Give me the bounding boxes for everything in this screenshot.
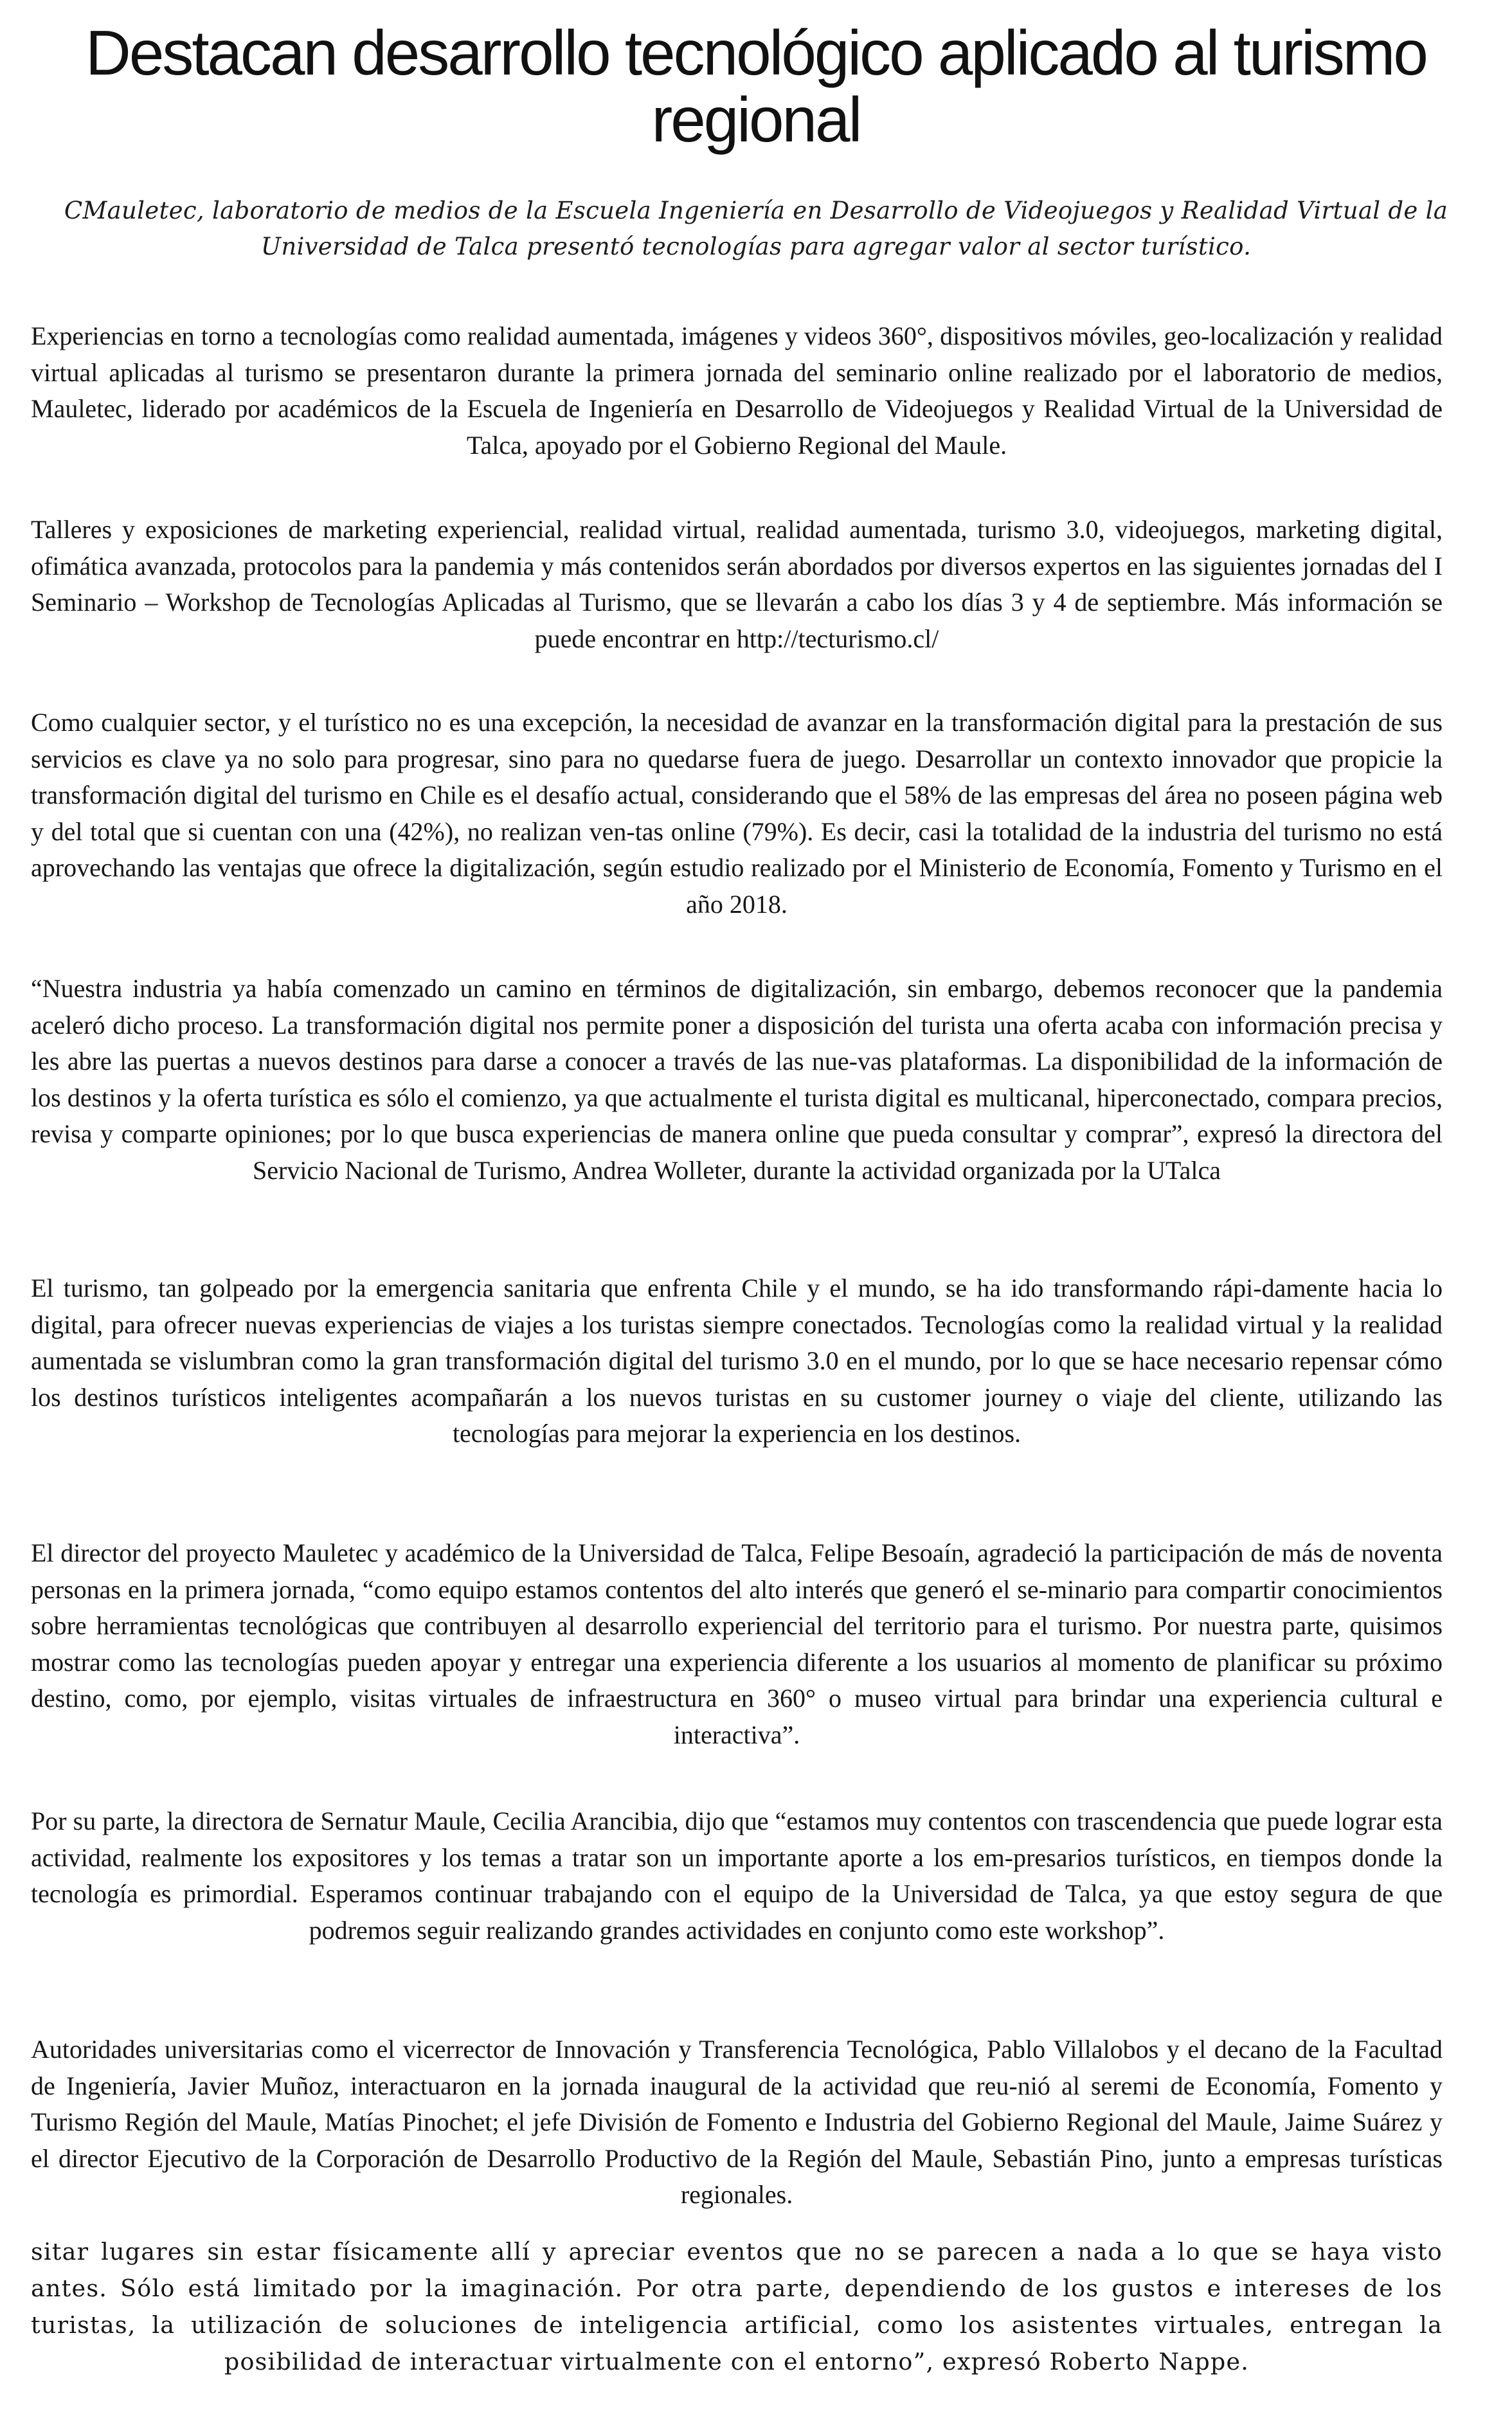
paragraph-8: Autoridades universitarias como el vicerrector de Innovación y Transferencia Tecnológica, Pablo Villalobos y el decano de la Facultad de Ingeniería, Javier Muñoz, interactuaron en la jornada inaugural de la actividad que reu-nió al seremi de Economía, Fomento y Turismo Región del Maule, Matías Pinochet; el jefe División de Fomento e Industria del Gobierno Regional del Maule, Jaime Suárez y el director Ejecutivo de la Corporación de Desarrollo Productivo de la Región del Maule, Sebastián Pino, junto a empresas turísticas regionales. [31,2035,1443,2209]
paragraph-4: “Nuestra industria ya había comenzado un camino en términos de digitalización, sin embargo, debemos reconocer que la pandemia aceleró dicho proceso. La transformación digital nos permite poner a disposición del turista una oferta acaba con información precisa y les abre las puertas a nuevos destinos para darse a conocer a través de las nue-vas plataformas. La disponibilidad de la información de los destinos y la oferta turística es sólo el comienzo, ya que actualmente el turista digital es multicanal, hiperconectado, compara precios, revisa y comparte opiniones; por lo que busca experiencias de manera online que pueda consultar y comprar”, expresó la directora del Servicio Nacional de Turismo, Andrea Wolleter, durante la actividad organizada por la UTalca [31,974,1443,1185]
paragraph-5: El turismo, tan golpeado por la emergencia sanitaria que enfrenta Chile y el mundo, se ha ido transformando rápi-damente hacia lo digital, para ofrecer nuevas experiencias de viajes a los turistas siempre conectados. Tecnologías como la realidad virtual y la realidad aumentada se vislumbran como la gran transformación digital del turismo 3.0 en el mundo, por lo que se hace necesario repensar cómo los destinos turísticos inteligentes acompañarán a los nuevos turistas en su customer journey o viaje del cliente, utilizando las tecnologías para mejorar la experiencia en los destinos. [31,1274,1443,1448]
paragraph-9: sitar lugares sin estar físicamente allí y apreciar eventos que no se parecen a nada a lo que se haya visto antes. Sólo está limitado por la imaginación. Por otra parte, dependiendo de los gustos e intereses de los turistas, la utilización de soluciones de inteligencia artificial, como los asistentes virtuales, entregan la posibilidad de interactuar virtualmente con el entorno”, expresó Roberto Nappe. [31,2238,1443,2375]
paragraph-6: El director del proyecto Mauletec y académico de la Universidad de Talca, Felipe Besoaín, agradeció la participación de más de noventa personas en la primera jornada, “como equipo estamos contentos del alto interés que generó el se-minario para compartir conocimientos sobre herramientas tecnológicas que contribuyen al desarrollo experiencial del territorio para el turismo. Por nuestra parte, quisimos mostrar como las tecnologías pueden apoyar y entregar una experiencia diferente a los usuarios al momento de planificar su próximo destino, como, por ejemplo, visitas virtuales de infraestructura en 360° o museo virtual para brindar una experiencia cultural e interactiva”. [31,1538,1443,1749]
paragraph-7: Por su parte, la directora de Sernatur Maule, Cecilia Arancibia, dijo que “estamos muy contentos con trascendencia que puede lograr esta actividad, realmente los expositores y los temas a tratar son un importante aporte a los em-presarios turísticos, en tiempos donde la tecnología es primordial. Esperamos continuar trabajando con el equipo de la Universidad de Talca, ya que estoy segura de que podremos seguir realizando grandes actividades en conjunto como este workshop”. [31,1806,1443,1945]
paragraph-1: Experiencias en torno a tecnologías como realidad aumentada, imágenes y videos 360°, dispositivos móviles, geo-localización y realidad virtual aplicadas al turismo se presentaron durante la primera jornada del seminario online realizado por el laboratorio de medios, Mauletec, liderado por académicos de la Escuela de Ingeniería en Desarrollo de Videojuegos y Realidad Virtual de la Universidad de Talca, apoyado por el Gobierno Regional del Maule. [31,321,1443,460]
paragraph-3: Como cualquier sector, y el turístico no es una excepción, la necesidad de avanzar en la transformación digital para la prestación de sus servicios es clave ya no solo para progresar, sino para no quedarse fuera de juego. Desarrollar un contexto innovador que propicie la transformación digital del turismo en Chile es el desafío actual, considerando que el 58% de las empresas del área no poseen página web y del total que si cuentan con una (42%), no realizan ven-tas online (79%). Es decir, casi la totalidad de la industria del turismo no está aprovechando las ventajas que ofrece la digitalización, según estudio realizado por el Ministerio de Economía, Fomento y Turismo en el año 2018. [31,708,1443,919]
article-title: Destacan desarrollo tecnológico aplicado al turismo regional [86,17,1426,155]
article-subtitle: CMauletec, laboratorio de medios de la Escuela Ingeniería en Desarrollo de Videojuegos y Realidad Virtual de la Universidad de Talca presentó tecnologías para agregar valor al sector turístico. [64,197,1448,260]
paragraph-2: Talleres y exposiciones de marketing experiencial, realidad virtual, realidad aumentada, turismo 3.0, videojuegos, marketing digital, ofimática avanzada, protocolos para la pandemia y más contenidos serán abordados por diversos expertos en las siguientes jornadas del I Seminario – Workshop de Tecnologías Aplicadas al Turismo, que se llevarán a cabo los días 3 y 4 de septiembre. Más información se puede encontrar en http://tecturismo.cl/ [31,515,1443,653]
